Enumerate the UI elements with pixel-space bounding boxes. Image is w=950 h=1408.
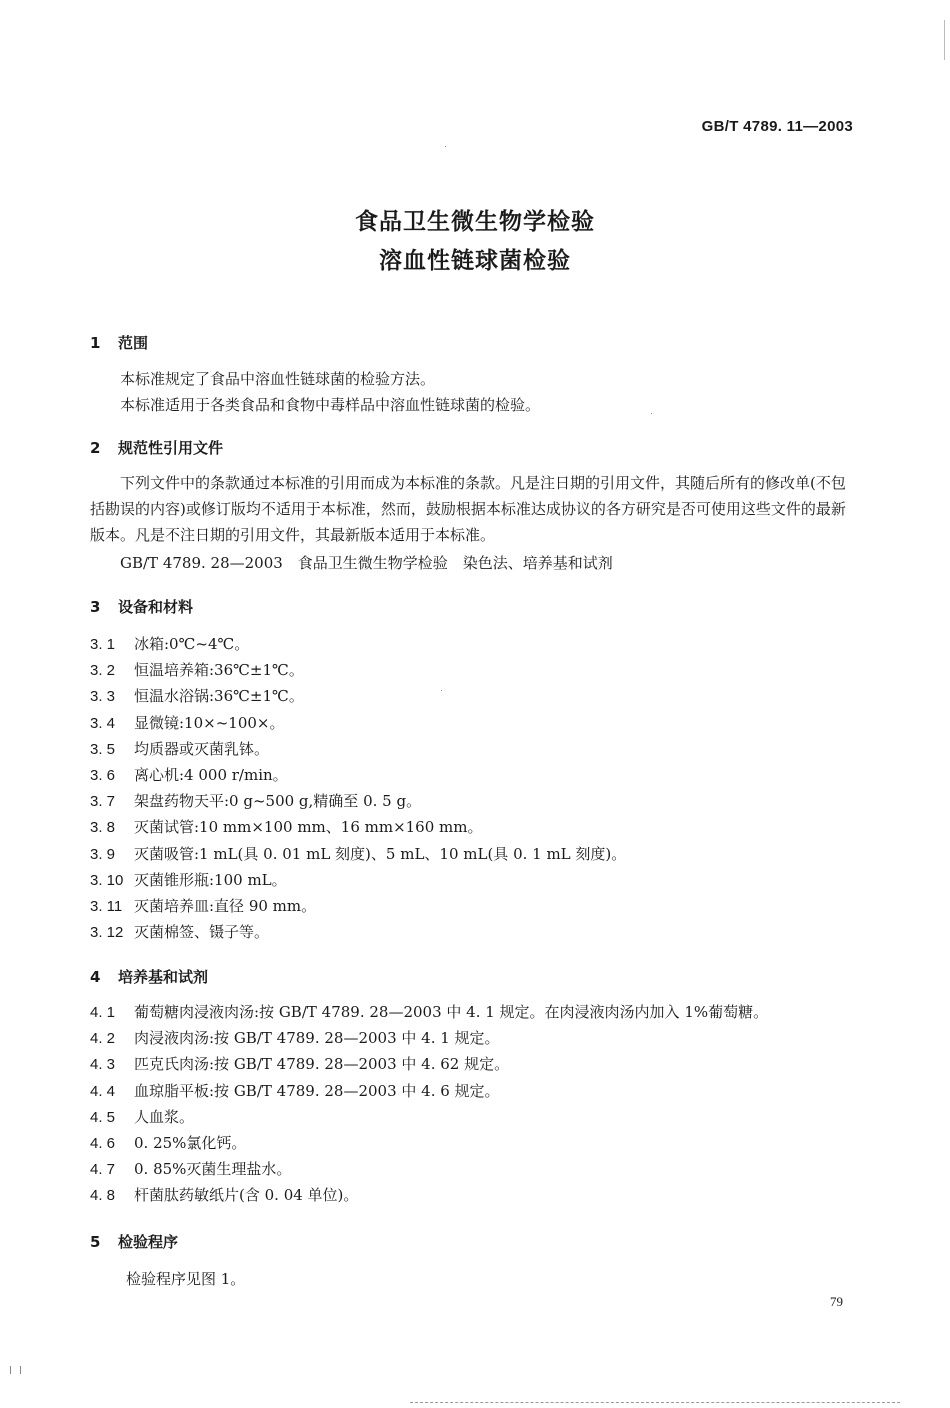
list-item bbox=[90, 1078, 768, 1104]
list-item bbox=[90, 814, 626, 840]
media-reagents-list bbox=[90, 999, 768, 1209]
item-text: 离心机:4 000 r/min。 bbox=[134, 765, 288, 784]
item-text: 肉浸液肉汤:按 GB/T 4789. 28—2003 中 4. 1 规定。 bbox=[134, 1029, 500, 1048]
section-1-heading bbox=[90, 332, 148, 353]
list-item bbox=[90, 1182, 768, 1208]
list-item bbox=[90, 893, 626, 919]
section-number: 2 bbox=[90, 439, 101, 457]
item-number: 3. 8 bbox=[90, 819, 116, 837]
item-text: 匹克氏肉汤:按 GB/T 4789. 28—2003 中 4. 62 规定。 bbox=[134, 1055, 510, 1074]
section-number: 4 bbox=[90, 968, 101, 986]
section-2-heading bbox=[90, 437, 223, 458]
item-number: 4. 2 bbox=[90, 1030, 116, 1048]
scope-paragraph-1: 本标准规定了食品中溶血性链球菌的检验方法。 bbox=[120, 370, 436, 388]
list-item bbox=[90, 1104, 768, 1130]
item-number: 3. 5 bbox=[90, 740, 116, 758]
item-text: 灭菌吸管:1 mL(具 0. 01 mL 刻度)、5 mL、10 mL(具 0. 1 mL 刻度)。 bbox=[134, 844, 627, 863]
list-item bbox=[90, 867, 626, 893]
scan-speck bbox=[10, 1366, 11, 1374]
item-number: 4. 4 bbox=[90, 1082, 116, 1100]
list-item bbox=[90, 736, 626, 762]
section-number: 3 bbox=[90, 598, 101, 616]
item-text: 灭菌培养皿:直径 90 mm。 bbox=[134, 896, 317, 915]
section-title: 规范性引用文件 bbox=[118, 439, 224, 457]
scan-speck bbox=[944, 20, 945, 60]
item-number: 3. 10 bbox=[90, 871, 124, 889]
item-number: 3. 2 bbox=[90, 662, 116, 680]
item-number: 3. 12 bbox=[90, 924, 124, 942]
item-number: 4. 8 bbox=[90, 1187, 116, 1205]
item-text: 灭菌试管:10 mm×100 mm、16 mm×160 mm。 bbox=[134, 818, 483, 837]
item-number: 3. 3 bbox=[90, 688, 116, 706]
list-item bbox=[90, 657, 626, 683]
section-title: 设备和材料 bbox=[118, 598, 194, 616]
normative-references-paragraph: 下列文件中的条款通过本标准的引用而成为本标准的条款。凡是注日期的引用文件，其随后所有的修改单(不包括勘误的内容)或修订版均不适用于本标准，然而，鼓励根据本标准达成协议的各方研究是否可使用这些文件的最新版本。凡是不注日期的引用文件，其最新版本适用于本标准。 bbox=[90, 474, 846, 544]
item-text: 灭菌锥形瓶:100 mL。 bbox=[134, 870, 287, 889]
list-item bbox=[90, 788, 626, 814]
item-text: 人血浆。 bbox=[134, 1107, 195, 1126]
item-number: 4. 6 bbox=[90, 1134, 116, 1152]
scan-speck bbox=[651, 413, 652, 414]
item-text: 显微镜:10×~100×。 bbox=[134, 713, 285, 732]
list-item bbox=[90, 841, 626, 867]
item-text: 恒温培养箱:36℃±1℃。 bbox=[134, 661, 304, 680]
section-3-heading bbox=[90, 596, 193, 617]
item-number: 3. 1 bbox=[90, 636, 116, 653]
item-text: 架盘药物天平:0 g~500 g,精确至 0. 5 g。 bbox=[134, 792, 422, 811]
equipment-list bbox=[90, 631, 626, 945]
procedure-paragraph: 检验程序见图 1。 bbox=[126, 1270, 246, 1288]
standard-code: GB/T 4789. 11—2003 bbox=[701, 118, 853, 135]
list-item bbox=[90, 710, 626, 736]
item-number: 3. 4 bbox=[90, 714, 116, 732]
item-text: 均质器或灭菌乳钵。 bbox=[134, 739, 270, 758]
list-item bbox=[90, 683, 626, 709]
item-number: 4. 1 bbox=[90, 1004, 116, 1021]
section-5-heading bbox=[90, 1231, 178, 1252]
normative-reference-item: GB/T 4789. 28—2003 食品卫生微生物学检验 染色法、培养基和试剂 bbox=[120, 554, 613, 572]
section-title: 检验程序 bbox=[118, 1233, 179, 1251]
section-number: 1 bbox=[90, 334, 101, 352]
section-title: 范围 bbox=[118, 334, 149, 352]
item-text: 血琼脂平板:按 GB/T 4789. 28—2003 中 4. 6 规定。 bbox=[134, 1081, 500, 1100]
list-item bbox=[90, 919, 626, 945]
title-line-2: 溶血性链球菌检验 bbox=[379, 248, 571, 274]
title-line-1: 食品卫生微生物学检验 bbox=[355, 209, 595, 235]
item-number: 4. 5 bbox=[90, 1108, 116, 1126]
item-number: 3. 7 bbox=[90, 793, 116, 811]
item-text: 冰箱:0℃~4℃。 bbox=[134, 635, 250, 653]
scan-edge-artifact bbox=[410, 1402, 900, 1404]
list-item bbox=[90, 1130, 768, 1156]
list-item bbox=[90, 762, 626, 788]
list-item bbox=[90, 631, 626, 657]
item-text: 灭菌棉签、镊子等。 bbox=[134, 923, 270, 942]
list-item bbox=[90, 1156, 768, 1182]
section-4-heading bbox=[90, 966, 208, 987]
section-title: 培养基和试剂 bbox=[118, 968, 209, 986]
item-text: 葡萄糖肉浸液肉汤:按 GB/T 4789. 28—2003 中 4. 1 规定。在肉浸液肉汤内加入 1%葡萄糖。 bbox=[134, 1003, 769, 1021]
item-number: 3. 9 bbox=[90, 845, 116, 863]
page-number: 79 bbox=[830, 1294, 843, 1309]
scan-speck bbox=[445, 146, 446, 147]
list-item bbox=[90, 999, 768, 1025]
scan-speck bbox=[441, 690, 442, 691]
scope-paragraph-2: 本标准适用于各类食品和食物中毒样品中溶血性链球菌的检验。 bbox=[120, 396, 541, 414]
list-item bbox=[90, 1025, 768, 1051]
scan-speck bbox=[20, 1366, 21, 1374]
item-number: 3. 6 bbox=[90, 766, 116, 784]
list-item bbox=[90, 1051, 768, 1077]
item-number: 3. 11 bbox=[90, 897, 123, 915]
item-text: 恒温水浴锅:36℃±1℃。 bbox=[134, 687, 304, 706]
item-number: 4. 3 bbox=[90, 1056, 116, 1074]
item-text: 杆菌肽药敏纸片(含 0. 04 单位)。 bbox=[134, 1186, 359, 1205]
item-text: 0. 85%灭菌生理盐水。 bbox=[134, 1160, 292, 1179]
item-text: 0. 25%氯化钙。 bbox=[134, 1133, 247, 1152]
item-number: 4. 7 bbox=[90, 1161, 116, 1179]
section-number: 5 bbox=[90, 1233, 101, 1251]
